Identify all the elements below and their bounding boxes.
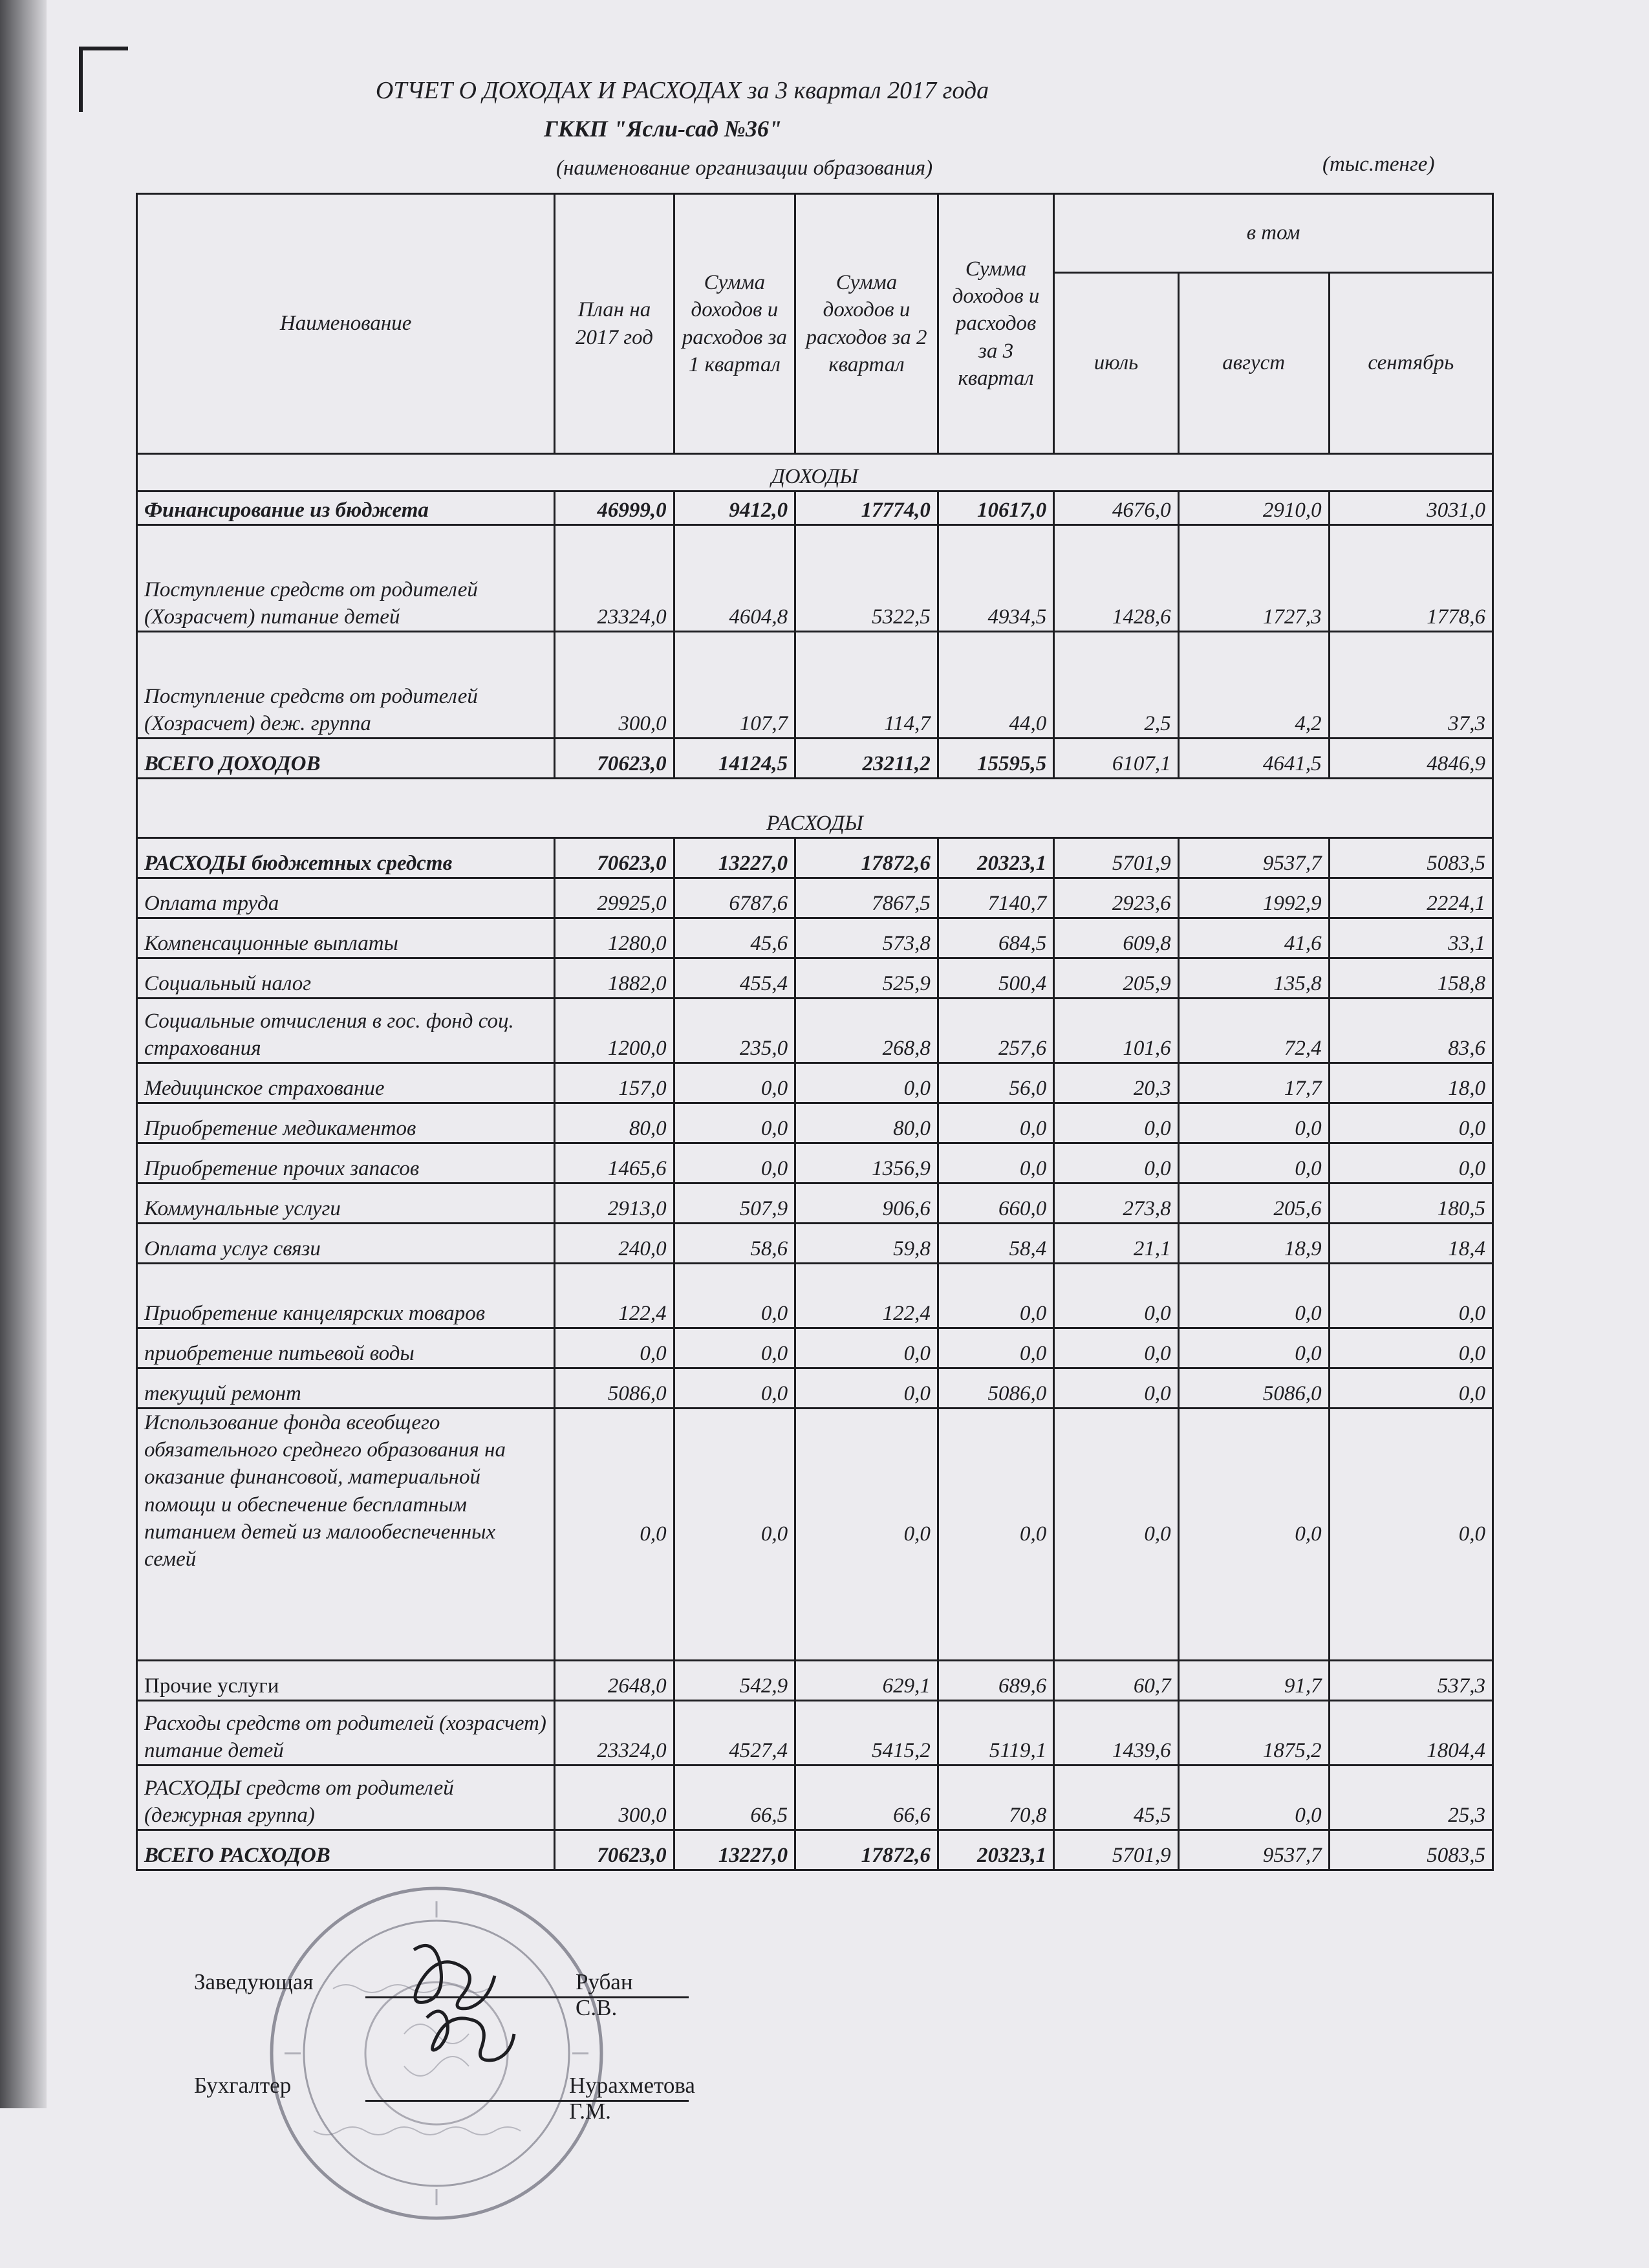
expense-section-title: РАСХОДЫ [137, 779, 1493, 838]
cell-m2: 0,0 [1178, 1766, 1329, 1830]
cell-m2: 0,0 [1178, 1264, 1329, 1328]
cell-m2: 4641,5 [1178, 739, 1329, 779]
row-name: Оплата услуг связи [137, 1224, 555, 1264]
organization-name: ГККП "Ясли-сад №36" [544, 116, 782, 142]
row-name: Медицинское страхование [137, 1063, 555, 1103]
expense-section-row [137, 779, 1493, 838]
col-header-july: июль [1054, 273, 1178, 454]
cell-m3: 0,0 [1329, 1143, 1493, 1183]
cell-q2: 0,0 [795, 1063, 938, 1103]
row-name: РАСХОДЫ средств от родителей (дежурная группа) [137, 1766, 555, 1830]
cell-m1: 4676,0 [1054, 491, 1178, 525]
accountant-label: Бухгалтер [194, 2073, 292, 2098]
cell-q2: 66,6 [795, 1766, 938, 1830]
cell-m2: 4,2 [1178, 632, 1329, 739]
row-name: РАСХОДЫ бюджетных средств [137, 838, 555, 878]
cell-q3: 0,0 [938, 1409, 1053, 1661]
cell-m2: 1992,9 [1178, 878, 1329, 918]
cell-m3: 37,3 [1329, 632, 1493, 739]
cell-q1: 0,0 [674, 1328, 795, 1368]
cell-m1: 2923,6 [1054, 878, 1178, 918]
table-row [137, 918, 1493, 958]
cell-q3: 10617,0 [938, 491, 1053, 525]
cell-m1: 273,8 [1054, 1183, 1178, 1224]
cell-plan: 70623,0 [555, 1830, 674, 1870]
row-name: Поступление средств от родителей (Хозрасчет) деж. группа [137, 632, 555, 739]
cell-m3: 0,0 [1329, 1409, 1493, 1661]
income-section-title: ДОХОДЫ [137, 454, 1493, 491]
table-row [137, 1766, 1493, 1830]
cell-q3: 20323,1 [938, 838, 1053, 878]
cell-m2: 0,0 [1178, 1409, 1329, 1661]
cell-q1: 235,0 [674, 999, 795, 1063]
cell-m2: 91,7 [1178, 1661, 1329, 1701]
cell-plan: 5086,0 [555, 1368, 674, 1409]
accountant-name: Нурахметова Г.М. [569, 2073, 695, 2124]
cell-m2: 205,6 [1178, 1183, 1329, 1224]
cell-m1: 609,8 [1054, 918, 1178, 958]
col-header-september: сентябрь [1329, 273, 1493, 454]
cell-q1: 507,9 [674, 1183, 795, 1224]
cell-q2: 0,0 [795, 1409, 938, 1661]
cell-m3: 33,1 [1329, 918, 1493, 958]
cell-q1: 45,6 [674, 918, 795, 958]
cell-m3: 3031,0 [1329, 491, 1493, 525]
row-name: Компенсационные выплаты [137, 918, 555, 958]
cell-q1: 0,0 [674, 1103, 795, 1143]
cell-q3: 15595,5 [938, 739, 1053, 779]
signatures-block [194, 1969, 970, 2124]
row-name: Финансирование из бюджета [137, 491, 555, 525]
cell-m3: 1778,6 [1329, 525, 1493, 632]
cell-q1: 107,7 [674, 632, 795, 739]
row-name: Социальные отчисления в гос. фонд соц. страхования [137, 999, 555, 1063]
cell-m3: 2224,1 [1329, 878, 1493, 918]
cell-q1: 6787,6 [674, 878, 795, 918]
row-name: Поступление средств от родителей (Хозрасчет) питание детей [137, 525, 555, 632]
cell-plan: 2913,0 [555, 1183, 674, 1224]
organization-caption: (наименование организации образования) [556, 157, 933, 180]
cell-q3: 58,4 [938, 1224, 1053, 1264]
cell-m3: 0,0 [1329, 1328, 1493, 1368]
row-name: Прочие услуги [137, 1661, 555, 1701]
cell-q3: 684,5 [938, 918, 1053, 958]
cell-m2: 0,0 [1178, 1143, 1329, 1183]
cell-q1: 455,4 [674, 958, 795, 999]
cell-q1: 542,9 [674, 1661, 795, 1701]
cell-plan: 122,4 [555, 1264, 674, 1328]
table-row [137, 1264, 1493, 1328]
cell-m1: 45,5 [1054, 1766, 1178, 1830]
cell-q1: 0,0 [674, 1264, 795, 1328]
cell-m1: 1439,6 [1054, 1701, 1178, 1766]
cell-q1: 4527,4 [674, 1701, 795, 1766]
cell-q2: 114,7 [795, 632, 938, 739]
cell-m1: 5701,9 [1054, 1830, 1178, 1870]
cell-q2: 122,4 [795, 1264, 938, 1328]
cell-plan: 1882,0 [555, 958, 674, 999]
cell-m3: 1804,4 [1329, 1701, 1493, 1766]
row-name: Коммунальные услуги [137, 1183, 555, 1224]
cell-q3: 660,0 [938, 1183, 1053, 1224]
head-signature-line [365, 1996, 689, 1998]
cell-m1: 5701,9 [1054, 838, 1178, 878]
cell-q3: 5119,1 [938, 1701, 1053, 1766]
table-row [137, 1368, 1493, 1409]
table-row [137, 1183, 1493, 1224]
cell-m2: 9537,7 [1178, 1830, 1329, 1870]
cell-plan: 0,0 [555, 1328, 674, 1368]
cell-plan: 23324,0 [555, 525, 674, 632]
table-row [137, 1063, 1493, 1103]
cell-plan: 157,0 [555, 1063, 674, 1103]
cell-q1: 13227,0 [674, 838, 795, 878]
cell-q2: 17774,0 [795, 491, 938, 525]
cell-q3: 44,0 [938, 632, 1053, 739]
cell-plan: 80,0 [555, 1103, 674, 1143]
cell-q1: 58,6 [674, 1224, 795, 1264]
cell-m1: 0,0 [1054, 1368, 1178, 1409]
cell-m1: 205,9 [1054, 958, 1178, 999]
table-row [137, 1701, 1493, 1766]
cell-m1: 1428,6 [1054, 525, 1178, 632]
row-name: Приобретение прочих запасов [137, 1143, 555, 1183]
cell-m2: 18,9 [1178, 1224, 1329, 1264]
cell-m3: 0,0 [1329, 1264, 1493, 1328]
cell-q1: 66,5 [674, 1766, 795, 1830]
cell-q1: 13227,0 [674, 1830, 795, 1870]
row-name: приобретение питьевой воды [137, 1328, 555, 1368]
col-header-plan: План на 2017 год [555, 194, 674, 454]
cell-m1: 0,0 [1054, 1328, 1178, 1368]
cell-q3: 0,0 [938, 1143, 1053, 1183]
table-row [137, 1661, 1493, 1701]
cell-m2: 41,6 [1178, 918, 1329, 958]
row-name: Приобретение канцелярских товаров [137, 1264, 555, 1328]
cell-plan: 70623,0 [555, 838, 674, 878]
cell-q3: 5086,0 [938, 1368, 1053, 1409]
cell-m2: 72,4 [1178, 999, 1329, 1063]
cell-q3: 7140,7 [938, 878, 1053, 918]
cell-m3: 0,0 [1329, 1368, 1493, 1409]
cell-q3: 70,8 [938, 1766, 1053, 1830]
cell-m3: 4846,9 [1329, 739, 1493, 779]
cell-plan: 1465,6 [555, 1143, 674, 1183]
cell-q3: 257,6 [938, 999, 1053, 1063]
cell-m2: 9537,7 [1178, 838, 1329, 878]
table-row [137, 878, 1493, 918]
cell-q2: 80,0 [795, 1103, 938, 1143]
cell-q2: 5415,2 [795, 1701, 938, 1766]
cell-m2: 1727,3 [1178, 525, 1329, 632]
cell-m1: 20,3 [1054, 1063, 1178, 1103]
cell-plan: 0,0 [555, 1409, 674, 1661]
report-title: ОТЧЕТ О ДОХОДАХ И РАСХОДАХ за 3 квартал 2017 года [375, 77, 989, 104]
head-name: Рубан С.В. [576, 1969, 633, 2020]
scan-shadow [0, 0, 47, 2108]
cell-m3: 180,5 [1329, 1183, 1493, 1224]
cell-m2: 0,0 [1178, 1328, 1329, 1368]
income-section-row [137, 454, 1493, 491]
row-name: Использование фонда всеобщего обязательного среднего образования на оказание финансовой, материальной помощи и обеспечение бесплатным питанием детей из малообеспеченных семей [137, 1409, 555, 1661]
cell-q2: 17872,6 [795, 838, 938, 878]
cell-q1: 0,0 [674, 1368, 795, 1409]
cell-plan: 300,0 [555, 632, 674, 739]
cell-m1: 0,0 [1054, 1103, 1178, 1143]
cell-q2: 7867,5 [795, 878, 938, 918]
cell-q2: 0,0 [795, 1368, 938, 1409]
cell-q2: 59,8 [795, 1224, 938, 1264]
cell-q2: 23211,2 [795, 739, 938, 779]
table-row [137, 838, 1493, 878]
cell-q1: 0,0 [674, 1143, 795, 1183]
col-header-q2: Сумма доходов и расходов за 2 квартал [795, 194, 938, 454]
cell-plan: 1200,0 [555, 999, 674, 1063]
col-header-q1: Сумма доходов и расходов за 1 квартал [674, 194, 795, 454]
cell-m1: 21,1 [1054, 1224, 1178, 1264]
table-row [137, 1224, 1493, 1264]
cell-m1: 2,5 [1054, 632, 1178, 739]
cell-q2: 268,8 [795, 999, 938, 1063]
cell-q1: 0,0 [674, 1409, 795, 1661]
cell-m1: 0,0 [1054, 1409, 1178, 1661]
table-row [137, 1143, 1493, 1183]
cell-q1: 4604,8 [674, 525, 795, 632]
col-header-august: август [1178, 273, 1329, 454]
cell-q2: 0,0 [795, 1328, 938, 1368]
cell-m3: 0,0 [1329, 1103, 1493, 1143]
cell-q2: 629,1 [795, 1661, 938, 1701]
cell-q3: 20323,1 [938, 1830, 1053, 1870]
cell-q3: 500,4 [938, 958, 1053, 999]
cell-m3: 5083,5 [1329, 838, 1493, 878]
table-row [137, 525, 1493, 632]
cell-m1: 0,0 [1054, 1143, 1178, 1183]
row-name: Расходы средств от родителей (хозрасчет) питание детей [137, 1701, 555, 1766]
cell-m3: 18,0 [1329, 1063, 1493, 1103]
table-row [137, 491, 1493, 525]
row-name: текущий ремонт [137, 1368, 555, 1409]
cell-plan: 70623,0 [555, 739, 674, 779]
cell-plan: 2648,0 [555, 1661, 674, 1701]
cell-q1: 14124,5 [674, 739, 795, 779]
cell-q1: 9412,0 [674, 491, 795, 525]
cell-plan: 23324,0 [555, 1701, 674, 1766]
table-row [137, 999, 1493, 1063]
cell-plan: 46999,0 [555, 491, 674, 525]
cell-m3: 537,3 [1329, 1661, 1493, 1701]
cell-q3: 4934,5 [938, 525, 1053, 632]
table-row [137, 958, 1493, 999]
cell-m3: 83,6 [1329, 999, 1493, 1063]
cell-q3: 56,0 [938, 1063, 1053, 1103]
report-body [137, 454, 1493, 1870]
row-name: ВСЕГО РАСХОДОВ [137, 1830, 555, 1870]
table-row [137, 1830, 1493, 1870]
col-header-q3: Сумма доходов и расходов за 3 квартал [938, 194, 1053, 454]
cell-q3: 0,0 [938, 1328, 1053, 1368]
cell-m2: 17,7 [1178, 1063, 1329, 1103]
cell-q2: 573,8 [795, 918, 938, 958]
cell-m3: 25,3 [1329, 1766, 1493, 1830]
cell-m1: 6107,1 [1054, 739, 1178, 779]
cell-m3: 5083,5 [1329, 1830, 1493, 1870]
cell-q3: 0,0 [938, 1264, 1053, 1328]
cell-m2: 135,8 [1178, 958, 1329, 999]
table-row [137, 1103, 1493, 1143]
cell-m2: 2910,0 [1178, 491, 1329, 525]
cell-q2: 17872,6 [795, 1830, 938, 1870]
row-name: Оплата труда [137, 878, 555, 918]
cell-q3: 0,0 [938, 1103, 1053, 1143]
cell-plan: 1280,0 [555, 918, 674, 958]
units-label: (тыс.тенге) [1322, 153, 1435, 176]
cell-m3: 158,8 [1329, 958, 1493, 999]
cell-q2: 1356,9 [795, 1143, 938, 1183]
cell-q3: 689,6 [938, 1661, 1053, 1701]
cell-m1: 60,7 [1054, 1661, 1178, 1701]
cell-q1: 0,0 [674, 1063, 795, 1103]
cell-m2: 0,0 [1178, 1103, 1329, 1143]
row-name: ВСЕГО ДОХОДОВ [137, 739, 555, 779]
cell-plan: 300,0 [555, 1766, 674, 1830]
table-row [137, 632, 1493, 739]
table-row [137, 1328, 1493, 1368]
cell-m2: 5086,0 [1178, 1368, 1329, 1409]
cell-plan: 29925,0 [555, 878, 674, 918]
cell-m3: 18,4 [1329, 1224, 1493, 1264]
row-name: Социальный налог [137, 958, 555, 999]
cell-m1: 101,6 [1054, 999, 1178, 1063]
cell-plan: 240,0 [555, 1224, 674, 1264]
col-header-name: Наименование [137, 194, 555, 454]
cell-m1: 0,0 [1054, 1264, 1178, 1328]
cell-q2: 525,9 [795, 958, 938, 999]
col-header-group: в том [1054, 194, 1493, 273]
table-row [137, 739, 1493, 779]
cell-m2: 1875,2 [1178, 1701, 1329, 1766]
table-row [137, 1409, 1493, 1661]
cell-q2: 906,6 [795, 1183, 938, 1224]
cell-q2: 5322,5 [795, 525, 938, 632]
row-name: Приобретение медикаментов [137, 1103, 555, 1143]
head-label: Заведующая [194, 1969, 314, 1994]
report-table [136, 193, 1494, 1871]
